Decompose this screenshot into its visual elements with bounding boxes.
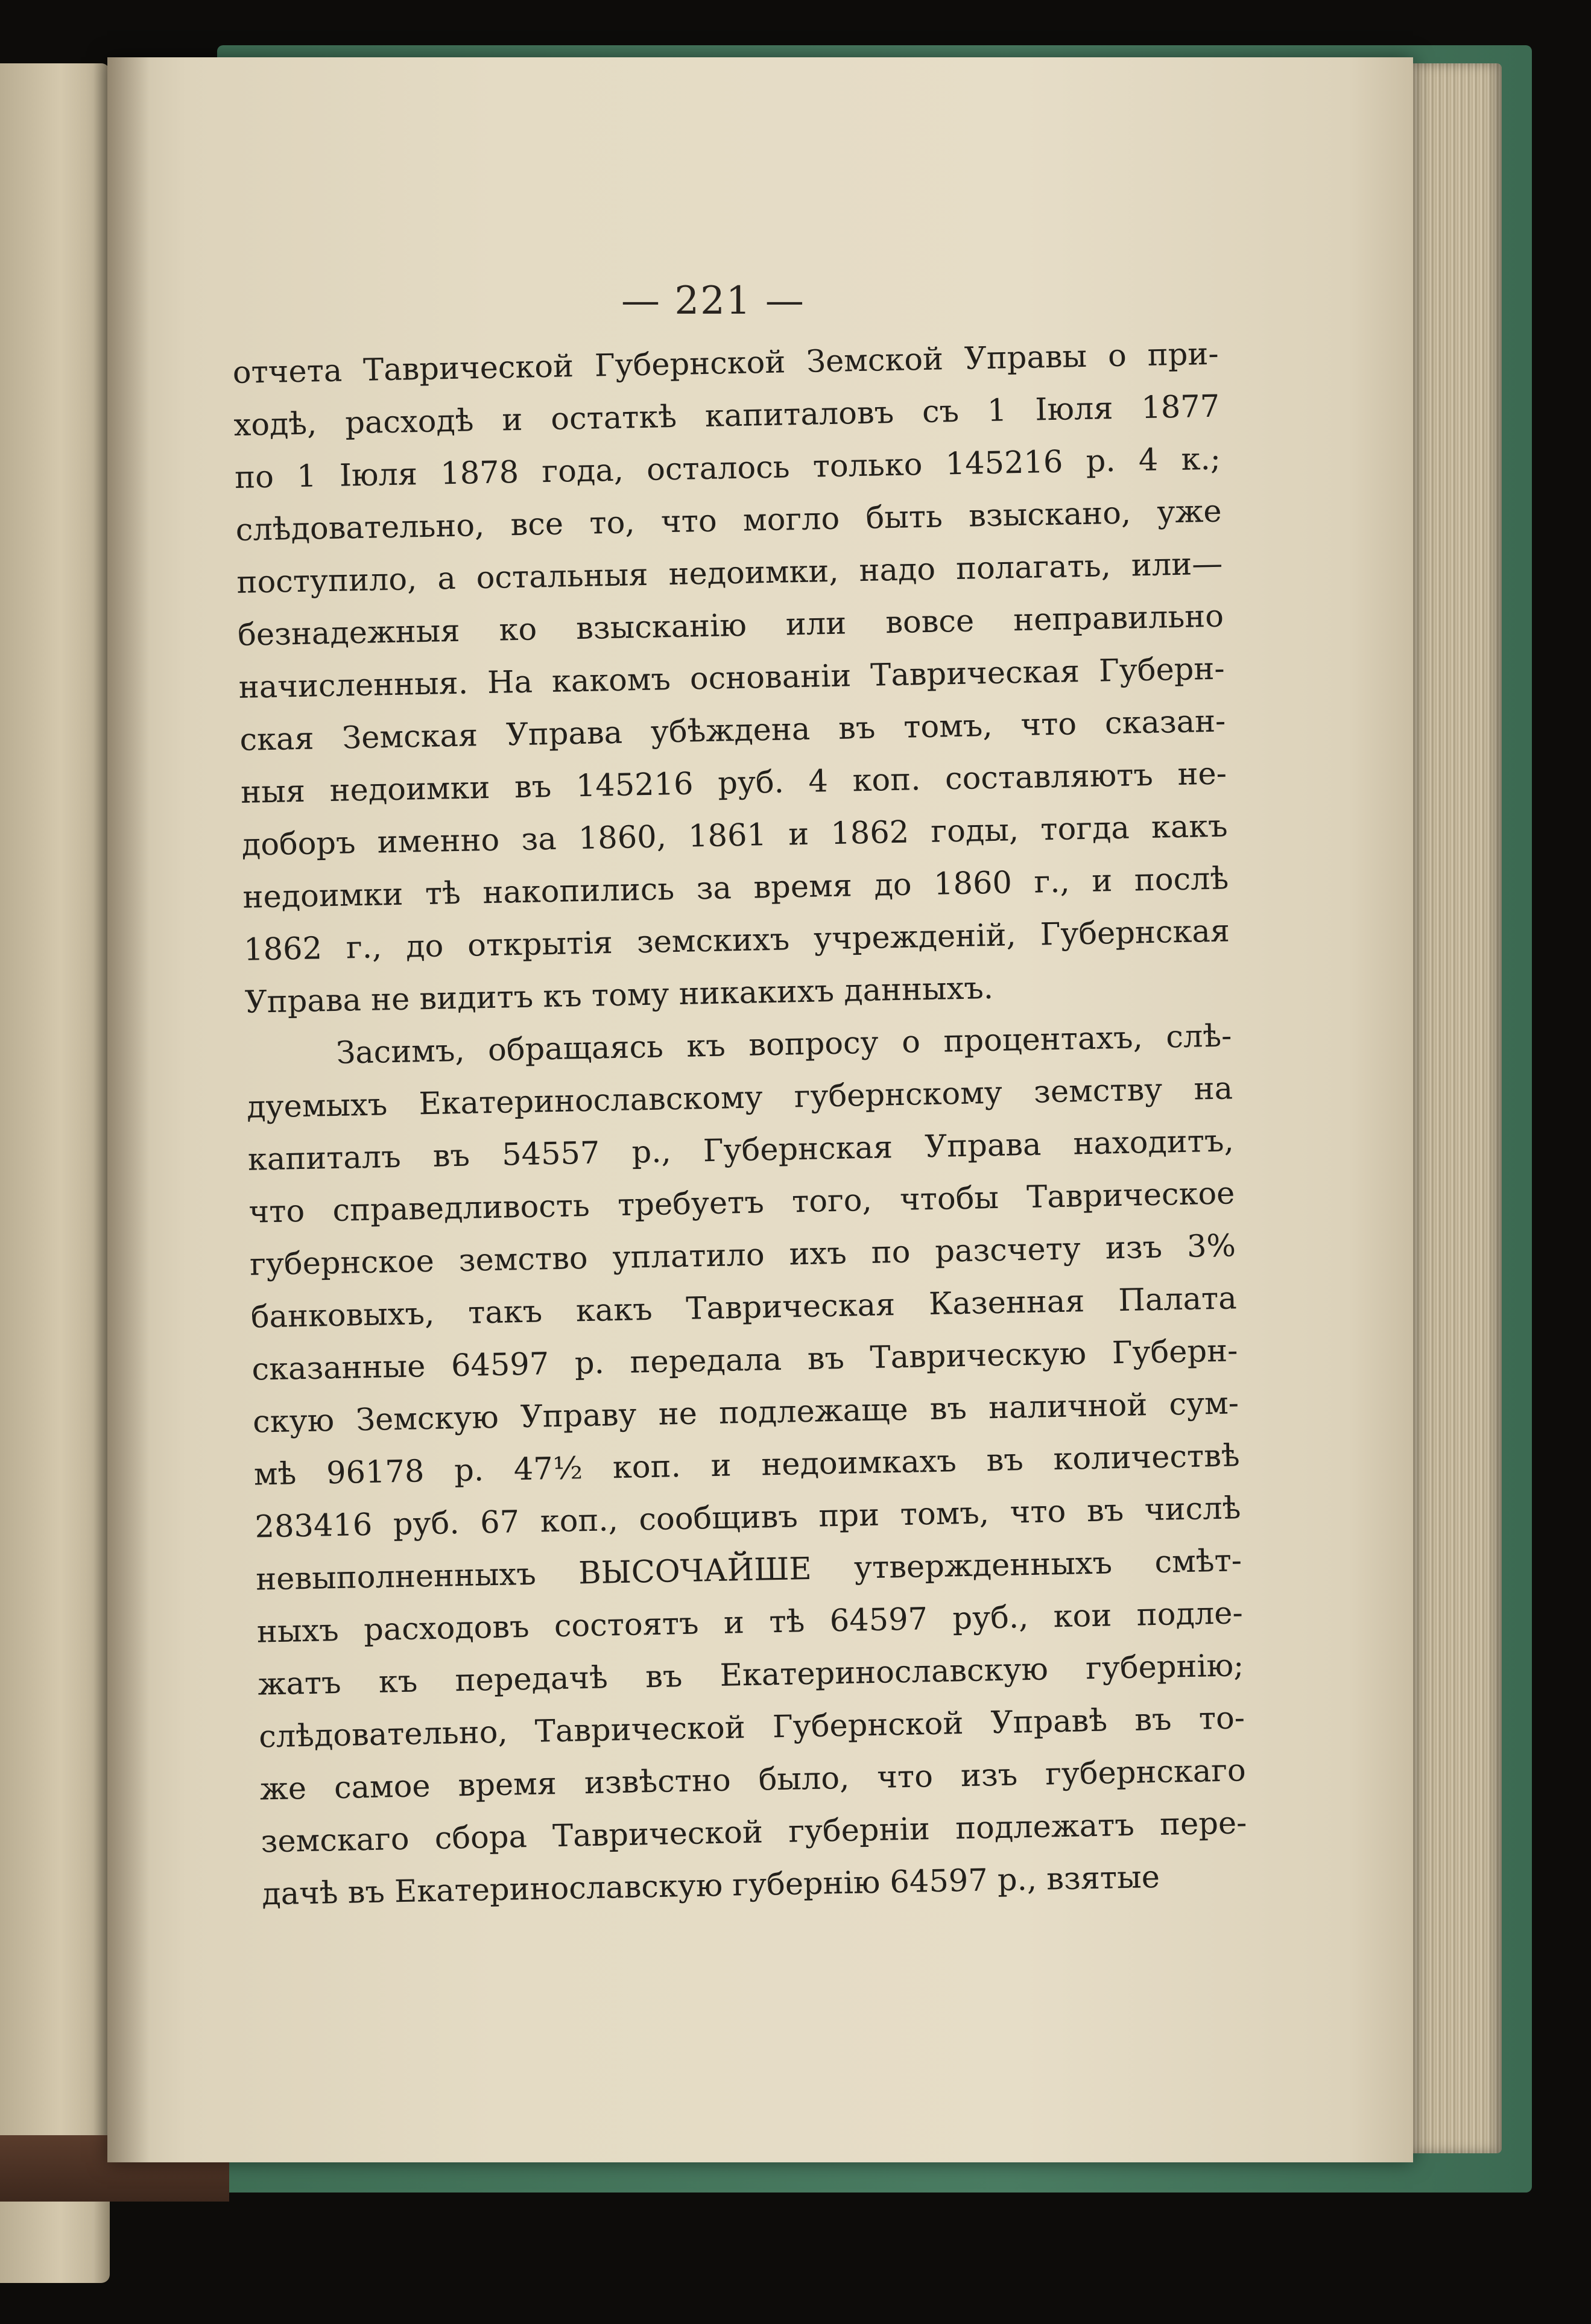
- text-line: слѣдовательно, Таврической Губернской Управѣ въ то-: [258, 1700, 1245, 1755]
- text-line: жатъ къ передачѣ въ Екатеринославскую губернію;: [258, 1648, 1244, 1703]
- text-line: земскаго сбора Таврической губерніи подлежатъ пере-: [261, 1805, 1247, 1860]
- previous-page-edge: [0, 63, 110, 2283]
- text-line: капиталъ въ 54557 р., Губернская Управа находитъ,: [247, 1123, 1235, 1178]
- gutter-shadow: [107, 57, 150, 2162]
- text-line: что справедливость требуетъ того, чтобы Таврическое: [248, 1176, 1235, 1230]
- text-line: скую Земскую Управу не подлежаще въ наличной сум-: [252, 1385, 1239, 1440]
- text-line: доборъ именно за 1860, 1861 и 1862 годы, тогда какъ: [241, 808, 1229, 863]
- text-line: же самое время извѣстно было, что изъ губернскаго: [259, 1753, 1247, 1808]
- text-line: начисленныя. На какомъ основаніи Таврическая Губерн-: [238, 651, 1226, 706]
- text-line: 1862 г., до открытія земскихъ учрежденій, Губернская: [243, 913, 1230, 968]
- text-line: 283416 руб. 67 коп., сообщивъ при томъ, что въ числѣ: [255, 1490, 1241, 1545]
- text-line: мѣ 96178 р. 47½ коп. и недоимкахъ въ количествѣ: [253, 1438, 1241, 1493]
- text-line: ныхъ расходовъ состоятъ и тѣ 64597 руб., кои подле-: [256, 1595, 1244, 1650]
- text-line: недоимки тѣ накопились за время до 1860 г., и послѣ: [242, 861, 1229, 916]
- text-line: ходѣ, расходѣ и остаткѣ капиталовъ съ 1 Іюля 1877: [233, 388, 1220, 443]
- page-number: — 221 —: [621, 279, 805, 323]
- text-line: сказанные 64597 р. передала въ Таврическую Губерн-: [251, 1333, 1238, 1388]
- text-line: губернское земство уплатило ихъ по разсчету изъ 3%: [249, 1228, 1236, 1283]
- text-line: ская Земская Управа убѣждена въ томъ, что сказан-: [239, 703, 1226, 758]
- text-line: ныя недоимки въ 145216 руб. 4 коп. составляютъ не-: [240, 756, 1227, 811]
- text-line: дуемыхъ Екатеринославскому губернскому земству на: [246, 1071, 1233, 1126]
- text-line: невыполненныхъ ВЫСОЧАЙШЕ утвержденныхъ смѣт-: [255, 1543, 1242, 1598]
- text-line: отчета Таврической Губернской Земской Управы о при-: [232, 336, 1219, 391]
- text-line: поступило, а остальныя недоимки, надо полагать, или—: [236, 546, 1223, 601]
- text-line: безнадежныя ко взысканію или вовсе неправильно: [237, 598, 1224, 653]
- page-text: [232, 328, 1248, 1921]
- page-stack-edges: [1405, 63, 1502, 2153]
- text-line: слѣдовательно, все то, что могло быть взыскано, уже: [235, 493, 1223, 548]
- paragraph-start-line: Засимъ, обращаясь къ вопросу о процентахъ, слѣ-: [335, 1018, 1232, 1071]
- text-line: дачѣ въ Екатеринославскую губернію 64597 р., взятые: [261, 1859, 1160, 1913]
- paragraph-end-line: Управа не видитъ къ тому никакихъ данныхъ.: [244, 970, 994, 1021]
- text-line: банковыхъ, такъ какъ Таврическая Казенная Палата: [250, 1281, 1238, 1335]
- text-line: по 1 Іюля 1878 года, осталось только 145216 р. 4 к.;: [234, 441, 1221, 496]
